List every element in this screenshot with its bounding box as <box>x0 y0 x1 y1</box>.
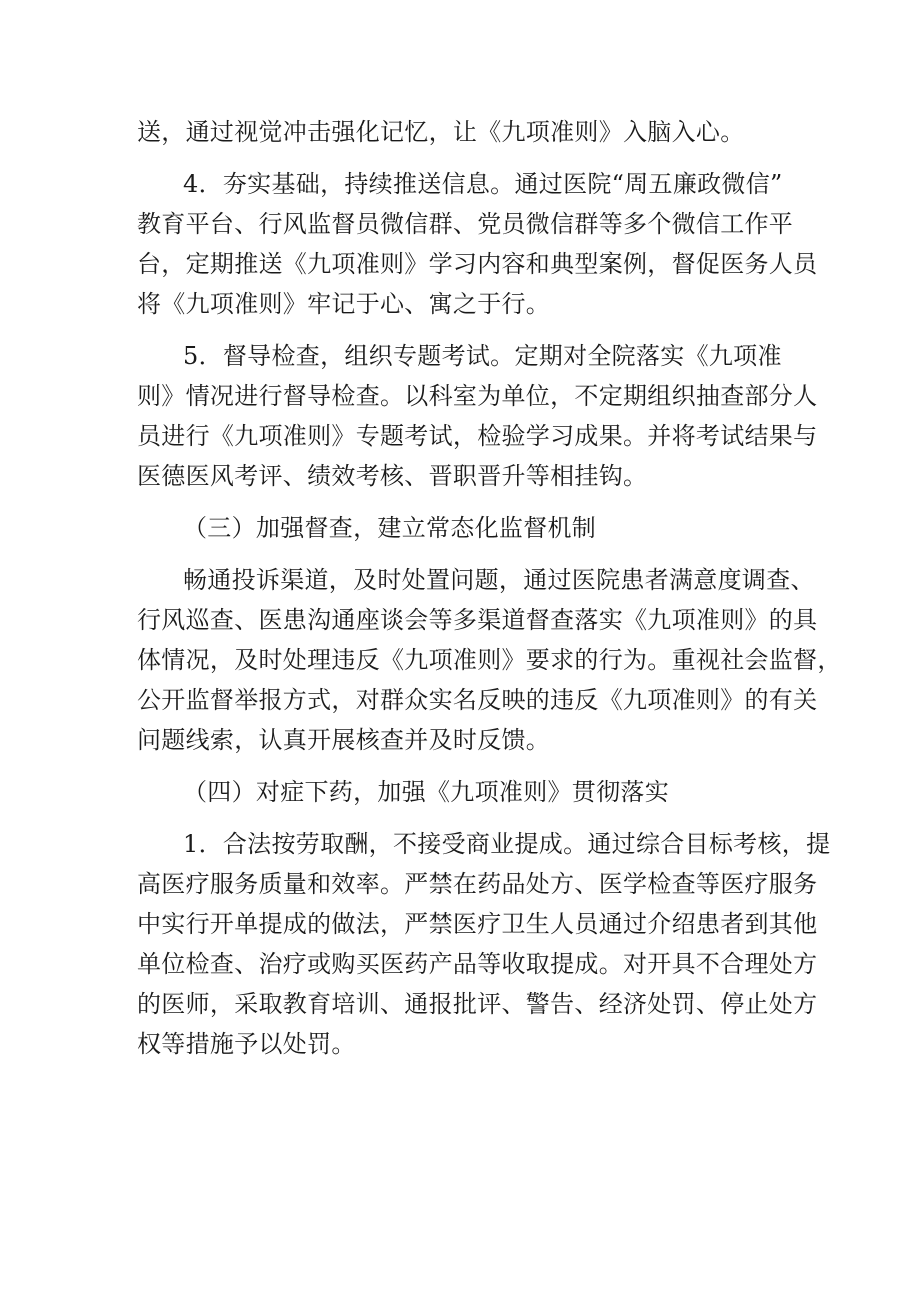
text-line: 问题线索，认真开展核查并及时反馈。 <box>137 726 551 754</box>
text-line: 1．合法按劳取酬，不接受商业提成。通过综合目标考核，提 <box>183 830 831 858</box>
text-line: 员进行《九项准则》专题考试，检验学习成果。并将考试结果与 <box>137 422 818 450</box>
text-line: 高医疗服务质量和效率。严禁在药品处方、医学检查等医疗服务 <box>137 870 818 898</box>
text-line: 权等措施予以处罚。 <box>137 1030 356 1058</box>
text-line: 4．夯实基础，持续推送信息。通过医院“周五廉政微信” <box>183 170 783 198</box>
paragraph-item-5 <box>137 336 818 496</box>
text-line: 5．督导检查，组织专题考试。定期对全院落实《九项准 <box>183 342 782 370</box>
text-line: 教育平台、行风监督员微信群、党员微信群等多个微信工作平 <box>137 210 794 238</box>
text-line: 畅通投诉渠道，及时处置问题，通过医院患者满意度调查、 <box>183 566 815 594</box>
heading-line: （三）加强督查，建立常态化监督机制 <box>183 514 597 542</box>
text-line: 行风巡查、医患沟通座谈会等多渠道督查落实《九项准则》的具 <box>137 606 818 634</box>
heading-line: （四）对症下药，加强《九项准则》贯彻落实 <box>183 778 669 806</box>
paragraph-item-4 <box>137 164 818 324</box>
paragraph-supervision <box>137 560 842 760</box>
text-line: 医德医风考评、绩效考核、晋职晋升等相挂钩。 <box>137 462 648 490</box>
text-line: 公开监督举报方式，对群众实名反映的违反《九项准则》的有关 <box>137 686 818 714</box>
text-line: 的医师，采取教育培训、通报批评、警告、经济处罚、停止处方 <box>137 990 818 1018</box>
text-line: 则》情况进行督导检查。以科室为单位，不定期组织抽查部分人 <box>137 382 818 410</box>
section-heading-4 <box>137 772 792 812</box>
section-heading-3 <box>137 508 792 548</box>
text-line: 体情况，及时处理违反《九项准则》要求的行为。重视社会监督， <box>137 646 842 674</box>
text-line: 送，通过视觉冲击强化记忆，让《九项准则》入脑入心。 <box>137 118 745 146</box>
paragraph-item-1 <box>137 824 831 1064</box>
text-line: 单位检查、治疗或购买医药产品等收取提成。对开具不合理处方 <box>137 950 818 978</box>
text-line: 台，定期推送《九项准则》学习内容和典型案例，督促医务人员 <box>137 250 818 278</box>
paragraph-intro-tail <box>137 112 792 152</box>
text-line: 中实行开单提成的做法，严禁医疗卫生人员通过介绍患者到其他 <box>137 910 818 938</box>
text-line: 将《九项准则》牢记于心、寓之于行。 <box>137 290 551 318</box>
